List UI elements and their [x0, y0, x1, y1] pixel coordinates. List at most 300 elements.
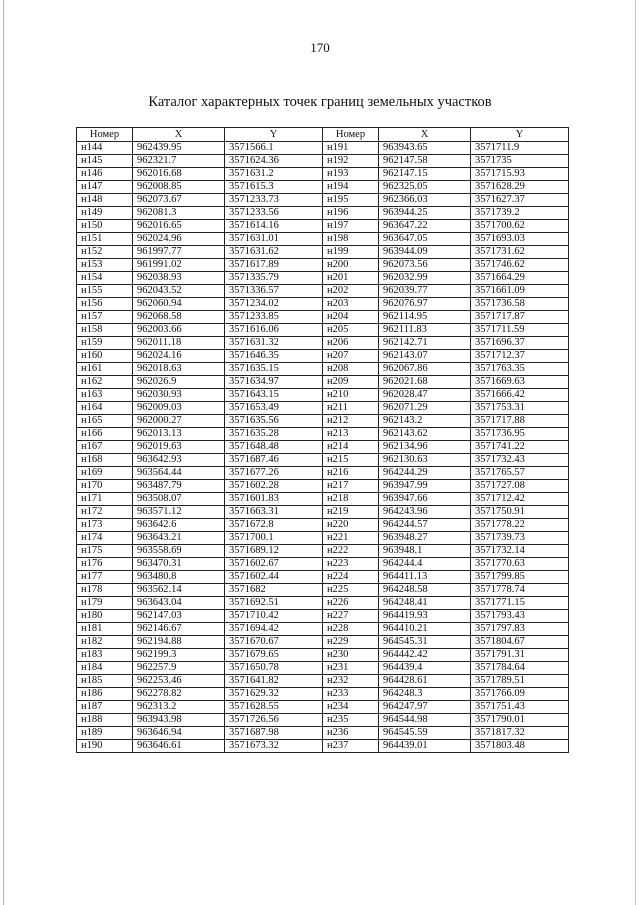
cell-y: 3571233.85	[225, 311, 323, 324]
cell-point-number: н215	[323, 454, 379, 467]
header-x-left: X	[133, 128, 225, 142]
cell-y: 3571641.82	[225, 675, 323, 688]
cell-point-number: н157	[77, 311, 133, 324]
cell-y: 3571615.3	[225, 181, 323, 194]
cell-point-number: н210	[323, 389, 379, 402]
cell-point-number: н155	[77, 285, 133, 298]
table-row	[77, 532, 569, 545]
cell-y: 3571799.85	[471, 571, 569, 584]
cell-x: 962067.86	[379, 363, 471, 376]
table-row	[77, 285, 569, 298]
cell-point-number: н171	[77, 493, 133, 506]
cell-x: 962011.18	[133, 337, 225, 350]
cell-y: 3571336.57	[225, 285, 323, 298]
table-row	[77, 714, 569, 727]
table-row	[77, 181, 569, 194]
cell-x: 963944.25	[379, 207, 471, 220]
table-row	[77, 155, 569, 168]
cell-point-number: н216	[323, 467, 379, 480]
cell-point-number: н225	[323, 584, 379, 597]
table-row	[77, 558, 569, 571]
table-row	[77, 610, 569, 623]
cell-y: 3571746.62	[471, 259, 569, 272]
cell-point-number: н204	[323, 311, 379, 324]
cell-x: 964243.96	[379, 506, 471, 519]
cell-y: 3571635.56	[225, 415, 323, 428]
cell-point-number: н223	[323, 558, 379, 571]
cell-y: 3571629.32	[225, 688, 323, 701]
cell-x: 962143.2	[379, 415, 471, 428]
cell-y: 3571624.36	[225, 155, 323, 168]
cell-x: 962147.58	[379, 155, 471, 168]
cell-point-number: н150	[77, 220, 133, 233]
cell-x: 962134.96	[379, 441, 471, 454]
table-row	[77, 675, 569, 688]
table-row	[77, 246, 569, 259]
cell-point-number: н196	[323, 207, 379, 220]
table-row	[77, 623, 569, 636]
cell-y: 3571770.63	[471, 558, 569, 571]
table-row	[77, 415, 569, 428]
cell-y: 3571751.43	[471, 701, 569, 714]
cell-y: 3571797.83	[471, 623, 569, 636]
cell-point-number: н200	[323, 259, 379, 272]
table-row	[77, 233, 569, 246]
cell-point-number: н154	[77, 272, 133, 285]
cell-y: 3571793.43	[471, 610, 569, 623]
table-row	[77, 480, 569, 493]
header-y-right: Y	[471, 128, 569, 142]
cell-x: 962313.2	[133, 701, 225, 714]
cell-y: 3571679.65	[225, 649, 323, 662]
cell-x: 963947.99	[379, 480, 471, 493]
cell-point-number: н209	[323, 376, 379, 389]
cell-y: 3571677.26	[225, 467, 323, 480]
cell-x: 962071.29	[379, 402, 471, 415]
cell-x: 962325.05	[379, 181, 471, 194]
cell-x: 964419.93	[379, 610, 471, 623]
cell-x: 963564.44	[133, 467, 225, 480]
table-row	[77, 337, 569, 350]
cell-point-number: н190	[77, 740, 133, 753]
cell-y: 3571710.42	[225, 610, 323, 623]
table-row	[77, 584, 569, 597]
cell-point-number: н189	[77, 727, 133, 740]
cell-point-number: н152	[77, 246, 133, 259]
cell-point-number: н148	[77, 194, 133, 207]
cell-point-number: н149	[77, 207, 133, 220]
cell-y: 3571739.2	[471, 207, 569, 220]
cell-x: 962000.27	[133, 415, 225, 428]
cell-point-number: н199	[323, 246, 379, 259]
scan-edge-right	[635, 0, 636, 905]
table-row	[77, 428, 569, 441]
cell-point-number: н169	[77, 467, 133, 480]
cell-y: 3571712.37	[471, 350, 569, 363]
cell-point-number: н217	[323, 480, 379, 493]
cell-point-number: н145	[77, 155, 133, 168]
table-row	[77, 168, 569, 181]
cell-y: 3571789.51	[471, 675, 569, 688]
cell-y: 3571335.79	[225, 272, 323, 285]
cell-y: 3571666.42	[471, 389, 569, 402]
cell-y: 3571631.01	[225, 233, 323, 246]
cell-y: 3571687.46	[225, 454, 323, 467]
cell-x: 962030.93	[133, 389, 225, 402]
table-row	[77, 545, 569, 558]
table-row	[77, 311, 569, 324]
cell-y: 3571753.31	[471, 402, 569, 415]
table-row	[77, 649, 569, 662]
cell-x: 964442.42	[379, 649, 471, 662]
table-row	[77, 324, 569, 337]
cell-point-number: н228	[323, 623, 379, 636]
cell-x: 964428.61	[379, 675, 471, 688]
cell-point-number: н170	[77, 480, 133, 493]
table-row	[77, 363, 569, 376]
cell-point-number: н165	[77, 415, 133, 428]
cell-y: 3571628.55	[225, 701, 323, 714]
cell-x: 962439.95	[133, 142, 225, 155]
cell-point-number: н197	[323, 220, 379, 233]
cell-y: 3571693.03	[471, 233, 569, 246]
cell-x: 962008.85	[133, 181, 225, 194]
table-header-row	[77, 128, 569, 142]
cell-y: 3571669.63	[471, 376, 569, 389]
cell-x: 962073.67	[133, 194, 225, 207]
cell-x: 962026.9	[133, 376, 225, 389]
cell-x: 963647.05	[379, 233, 471, 246]
cell-x: 962009.03	[133, 402, 225, 415]
cell-point-number: н158	[77, 324, 133, 337]
cell-point-number: н144	[77, 142, 133, 155]
cell-y: 3571602.44	[225, 571, 323, 584]
cell-y: 3571602.67	[225, 558, 323, 571]
table-row	[77, 402, 569, 415]
cell-x: 963943.98	[133, 714, 225, 727]
cell-point-number: н187	[77, 701, 133, 714]
cell-point-number: н193	[323, 168, 379, 181]
cell-point-number: н237	[323, 740, 379, 753]
cell-x: 962143.07	[379, 350, 471, 363]
cell-x: 964244.29	[379, 467, 471, 480]
cell-point-number: н224	[323, 571, 379, 584]
cell-point-number: н222	[323, 545, 379, 558]
cell-y: 3571694.42	[225, 623, 323, 636]
cell-point-number: н172	[77, 506, 133, 519]
cell-y: 3571778.22	[471, 519, 569, 532]
table-row	[77, 389, 569, 402]
table-row	[77, 194, 569, 207]
cell-y: 3571700.62	[471, 220, 569, 233]
cell-y: 3571711.9	[471, 142, 569, 155]
cell-point-number: н159	[77, 337, 133, 350]
cell-y: 3571763.35	[471, 363, 569, 376]
cell-point-number: н163	[77, 389, 133, 402]
table-row	[77, 493, 569, 506]
cell-y: 3571634.97	[225, 376, 323, 389]
cell-point-number: н161	[77, 363, 133, 376]
cell-y: 3571670.67	[225, 636, 323, 649]
cell-y: 3571663.31	[225, 506, 323, 519]
cell-y: 3571602.28	[225, 480, 323, 493]
cell-y: 3571233.56	[225, 207, 323, 220]
cell-y: 3571732.14	[471, 545, 569, 558]
cell-x: 962257.9	[133, 662, 225, 675]
cell-x: 963642.93	[133, 454, 225, 467]
table-body	[77, 142, 569, 753]
table-row	[77, 376, 569, 389]
cell-x: 963558.69	[133, 545, 225, 558]
cell-point-number: н205	[323, 324, 379, 337]
cell-y: 3571233.73	[225, 194, 323, 207]
header-y-left: Y	[225, 128, 323, 142]
cell-x: 962146.67	[133, 623, 225, 636]
cell-x: 963643.04	[133, 597, 225, 610]
cell-y: 3571631.2	[225, 168, 323, 181]
header-x-right: X	[379, 128, 471, 142]
cell-point-number: н202	[323, 285, 379, 298]
cell-point-number: н208	[323, 363, 379, 376]
table-row	[77, 740, 569, 753]
cell-point-number: н213	[323, 428, 379, 441]
cell-y: 3571765.57	[471, 467, 569, 480]
cell-x: 962114.95	[379, 311, 471, 324]
cell-x: 962130.63	[379, 454, 471, 467]
cell-point-number: н180	[77, 610, 133, 623]
cell-x: 964411.13	[379, 571, 471, 584]
cell-y: 3571664.29	[471, 272, 569, 285]
cell-point-number: н183	[77, 649, 133, 662]
cell-y: 3571717.88	[471, 415, 569, 428]
cell-y: 3571804.67	[471, 636, 569, 649]
cell-point-number: н234	[323, 701, 379, 714]
cell-point-number: н207	[323, 350, 379, 363]
cell-y: 3571614.16	[225, 220, 323, 233]
cell-point-number: н168	[77, 454, 133, 467]
cell-x: 962076.97	[379, 298, 471, 311]
cell-x: 962043.52	[133, 285, 225, 298]
cell-y: 3571635.15	[225, 363, 323, 376]
cell-x: 962199.3	[133, 649, 225, 662]
coordinates-table	[76, 127, 569, 753]
cell-y: 3571661.09	[471, 285, 569, 298]
cell-x: 962021.68	[379, 376, 471, 389]
table-row	[77, 350, 569, 363]
cell-x: 963470.31	[133, 558, 225, 571]
table-row	[77, 259, 569, 272]
cell-y: 3571731.62	[471, 246, 569, 259]
cell-point-number: н164	[77, 402, 133, 415]
cell-x: 963642.6	[133, 519, 225, 532]
cell-x: 962024.96	[133, 233, 225, 246]
table-row	[77, 298, 569, 311]
cell-point-number: н233	[323, 688, 379, 701]
cell-y: 3571803.48	[471, 740, 569, 753]
cell-x: 962068.58	[133, 311, 225, 324]
cell-y: 3571732.43	[471, 454, 569, 467]
table-row	[77, 272, 569, 285]
cell-x: 963948.1	[379, 545, 471, 558]
cell-x: 964439.01	[379, 740, 471, 753]
cell-x: 963480.8	[133, 571, 225, 584]
cell-point-number: н177	[77, 571, 133, 584]
cell-y: 3571628.29	[471, 181, 569, 194]
header-point-number-left: Номер	[77, 128, 133, 142]
cell-point-number: н181	[77, 623, 133, 636]
cell-x: 962111.83	[379, 324, 471, 337]
table-row	[77, 207, 569, 220]
cell-x: 962147.03	[133, 610, 225, 623]
cell-x: 962016.68	[133, 168, 225, 181]
cell-y: 3571790.01	[471, 714, 569, 727]
cell-x: 963948.27	[379, 532, 471, 545]
cell-y: 3571631.32	[225, 337, 323, 350]
cell-point-number: н230	[323, 649, 379, 662]
page-number: 170	[310, 40, 330, 55]
cell-y: 3571712.42	[471, 493, 569, 506]
cell-y: 3571601.83	[225, 493, 323, 506]
cell-y: 3571736.95	[471, 428, 569, 441]
cell-x: 964410.21	[379, 623, 471, 636]
cell-x: 962013.13	[133, 428, 225, 441]
cell-point-number: н188	[77, 714, 133, 727]
cell-y: 3571631.62	[225, 246, 323, 259]
table-row	[77, 142, 569, 155]
cell-x: 962073.56	[379, 259, 471, 272]
cell-x: 962194.88	[133, 636, 225, 649]
cell-x: 962039.77	[379, 285, 471, 298]
cell-point-number: н179	[77, 597, 133, 610]
cell-x: 961997.77	[133, 246, 225, 259]
cell-y: 3571687.98	[225, 727, 323, 740]
cell-y: 3571692.51	[225, 597, 323, 610]
cell-x: 963947.66	[379, 493, 471, 506]
cell-point-number: н151	[77, 233, 133, 246]
cell-x: 964248.3	[379, 688, 471, 701]
cell-point-number: н227	[323, 610, 379, 623]
cell-y: 3571234.02	[225, 298, 323, 311]
cell-point-number: н195	[323, 194, 379, 207]
table-row	[77, 454, 569, 467]
cell-y: 3571682	[225, 584, 323, 597]
header-point-number-right: Номер	[323, 128, 379, 142]
cell-y: 3571643.15	[225, 389, 323, 402]
cell-x: 963643.21	[133, 532, 225, 545]
cell-point-number: н153	[77, 259, 133, 272]
cell-y: 3571650.78	[225, 662, 323, 675]
cell-point-number: н191	[323, 142, 379, 155]
cell-x: 962003.66	[133, 324, 225, 337]
cell-x: 962321.7	[133, 155, 225, 168]
cell-y: 3571735	[471, 155, 569, 168]
cell-point-number: н178	[77, 584, 133, 597]
table-row	[77, 506, 569, 519]
cell-y: 3571700.1	[225, 532, 323, 545]
cell-x: 964247.97	[379, 701, 471, 714]
cell-point-number: н167	[77, 441, 133, 454]
cell-y: 3571766.09	[471, 688, 569, 701]
cell-y: 3571635.28	[225, 428, 323, 441]
table-row	[77, 441, 569, 454]
cell-x: 962253.46	[133, 675, 225, 688]
cell-y: 3571646.35	[225, 350, 323, 363]
cell-point-number: н211	[323, 402, 379, 415]
table-row	[77, 688, 569, 701]
cell-y: 3571711.59	[471, 324, 569, 337]
cell-x: 963647.22	[379, 220, 471, 233]
cell-point-number: н236	[323, 727, 379, 740]
cell-x: 963562.14	[133, 584, 225, 597]
cell-point-number: н175	[77, 545, 133, 558]
cell-point-number: н220	[323, 519, 379, 532]
cell-x: 962038.93	[133, 272, 225, 285]
cell-point-number: н146	[77, 168, 133, 181]
cell-point-number: н201	[323, 272, 379, 285]
cell-y: 3571726.56	[225, 714, 323, 727]
cell-y: 3571673.32	[225, 740, 323, 753]
cell-x: 964545.59	[379, 727, 471, 740]
cell-y: 3571717.87	[471, 311, 569, 324]
cell-y: 3571617.89	[225, 259, 323, 272]
cell-x: 962143.62	[379, 428, 471, 441]
cell-point-number: н166	[77, 428, 133, 441]
cell-point-number: н198	[323, 233, 379, 246]
cell-x: 964244.4	[379, 558, 471, 571]
cell-x: 962142.71	[379, 337, 471, 350]
cell-y: 3571689.12	[225, 545, 323, 558]
cell-x: 962024.16	[133, 350, 225, 363]
cell-point-number: н206	[323, 337, 379, 350]
cell-y: 3571627.37	[471, 194, 569, 207]
cell-x: 962147.15	[379, 168, 471, 181]
cell-point-number: н214	[323, 441, 379, 454]
cell-point-number: н162	[77, 376, 133, 389]
table-row	[77, 571, 569, 584]
cell-x: 964248.41	[379, 597, 471, 610]
cell-y: 3571727.08	[471, 480, 569, 493]
cell-y: 3571739.73	[471, 532, 569, 545]
cell-x: 964545.31	[379, 636, 471, 649]
cell-point-number: н203	[323, 298, 379, 311]
cell-point-number: н185	[77, 675, 133, 688]
cell-point-number: н218	[323, 493, 379, 506]
cell-y: 3571715.93	[471, 168, 569, 181]
cell-y: 3571817.32	[471, 727, 569, 740]
table-row	[77, 701, 569, 714]
cell-y: 3571778.74	[471, 584, 569, 597]
cell-point-number: н174	[77, 532, 133, 545]
cell-y: 3571672.8	[225, 519, 323, 532]
cell-x: 962278.82	[133, 688, 225, 701]
cell-point-number: н182	[77, 636, 133, 649]
cell-y: 3571791.31	[471, 649, 569, 662]
cell-point-number: н212	[323, 415, 379, 428]
cell-x: 964244.57	[379, 519, 471, 532]
cell-point-number: н231	[323, 662, 379, 675]
cell-y: 3571771.15	[471, 597, 569, 610]
cell-x: 962366.03	[379, 194, 471, 207]
cell-point-number: н219	[323, 506, 379, 519]
scan-edge-left	[3, 0, 4, 905]
cell-point-number: н176	[77, 558, 133, 571]
table-row	[77, 636, 569, 649]
cell-point-number: н221	[323, 532, 379, 545]
cell-x: 962018.63	[133, 363, 225, 376]
table-row	[77, 467, 569, 480]
cell-point-number: н226	[323, 597, 379, 610]
cell-x: 963508.07	[133, 493, 225, 506]
